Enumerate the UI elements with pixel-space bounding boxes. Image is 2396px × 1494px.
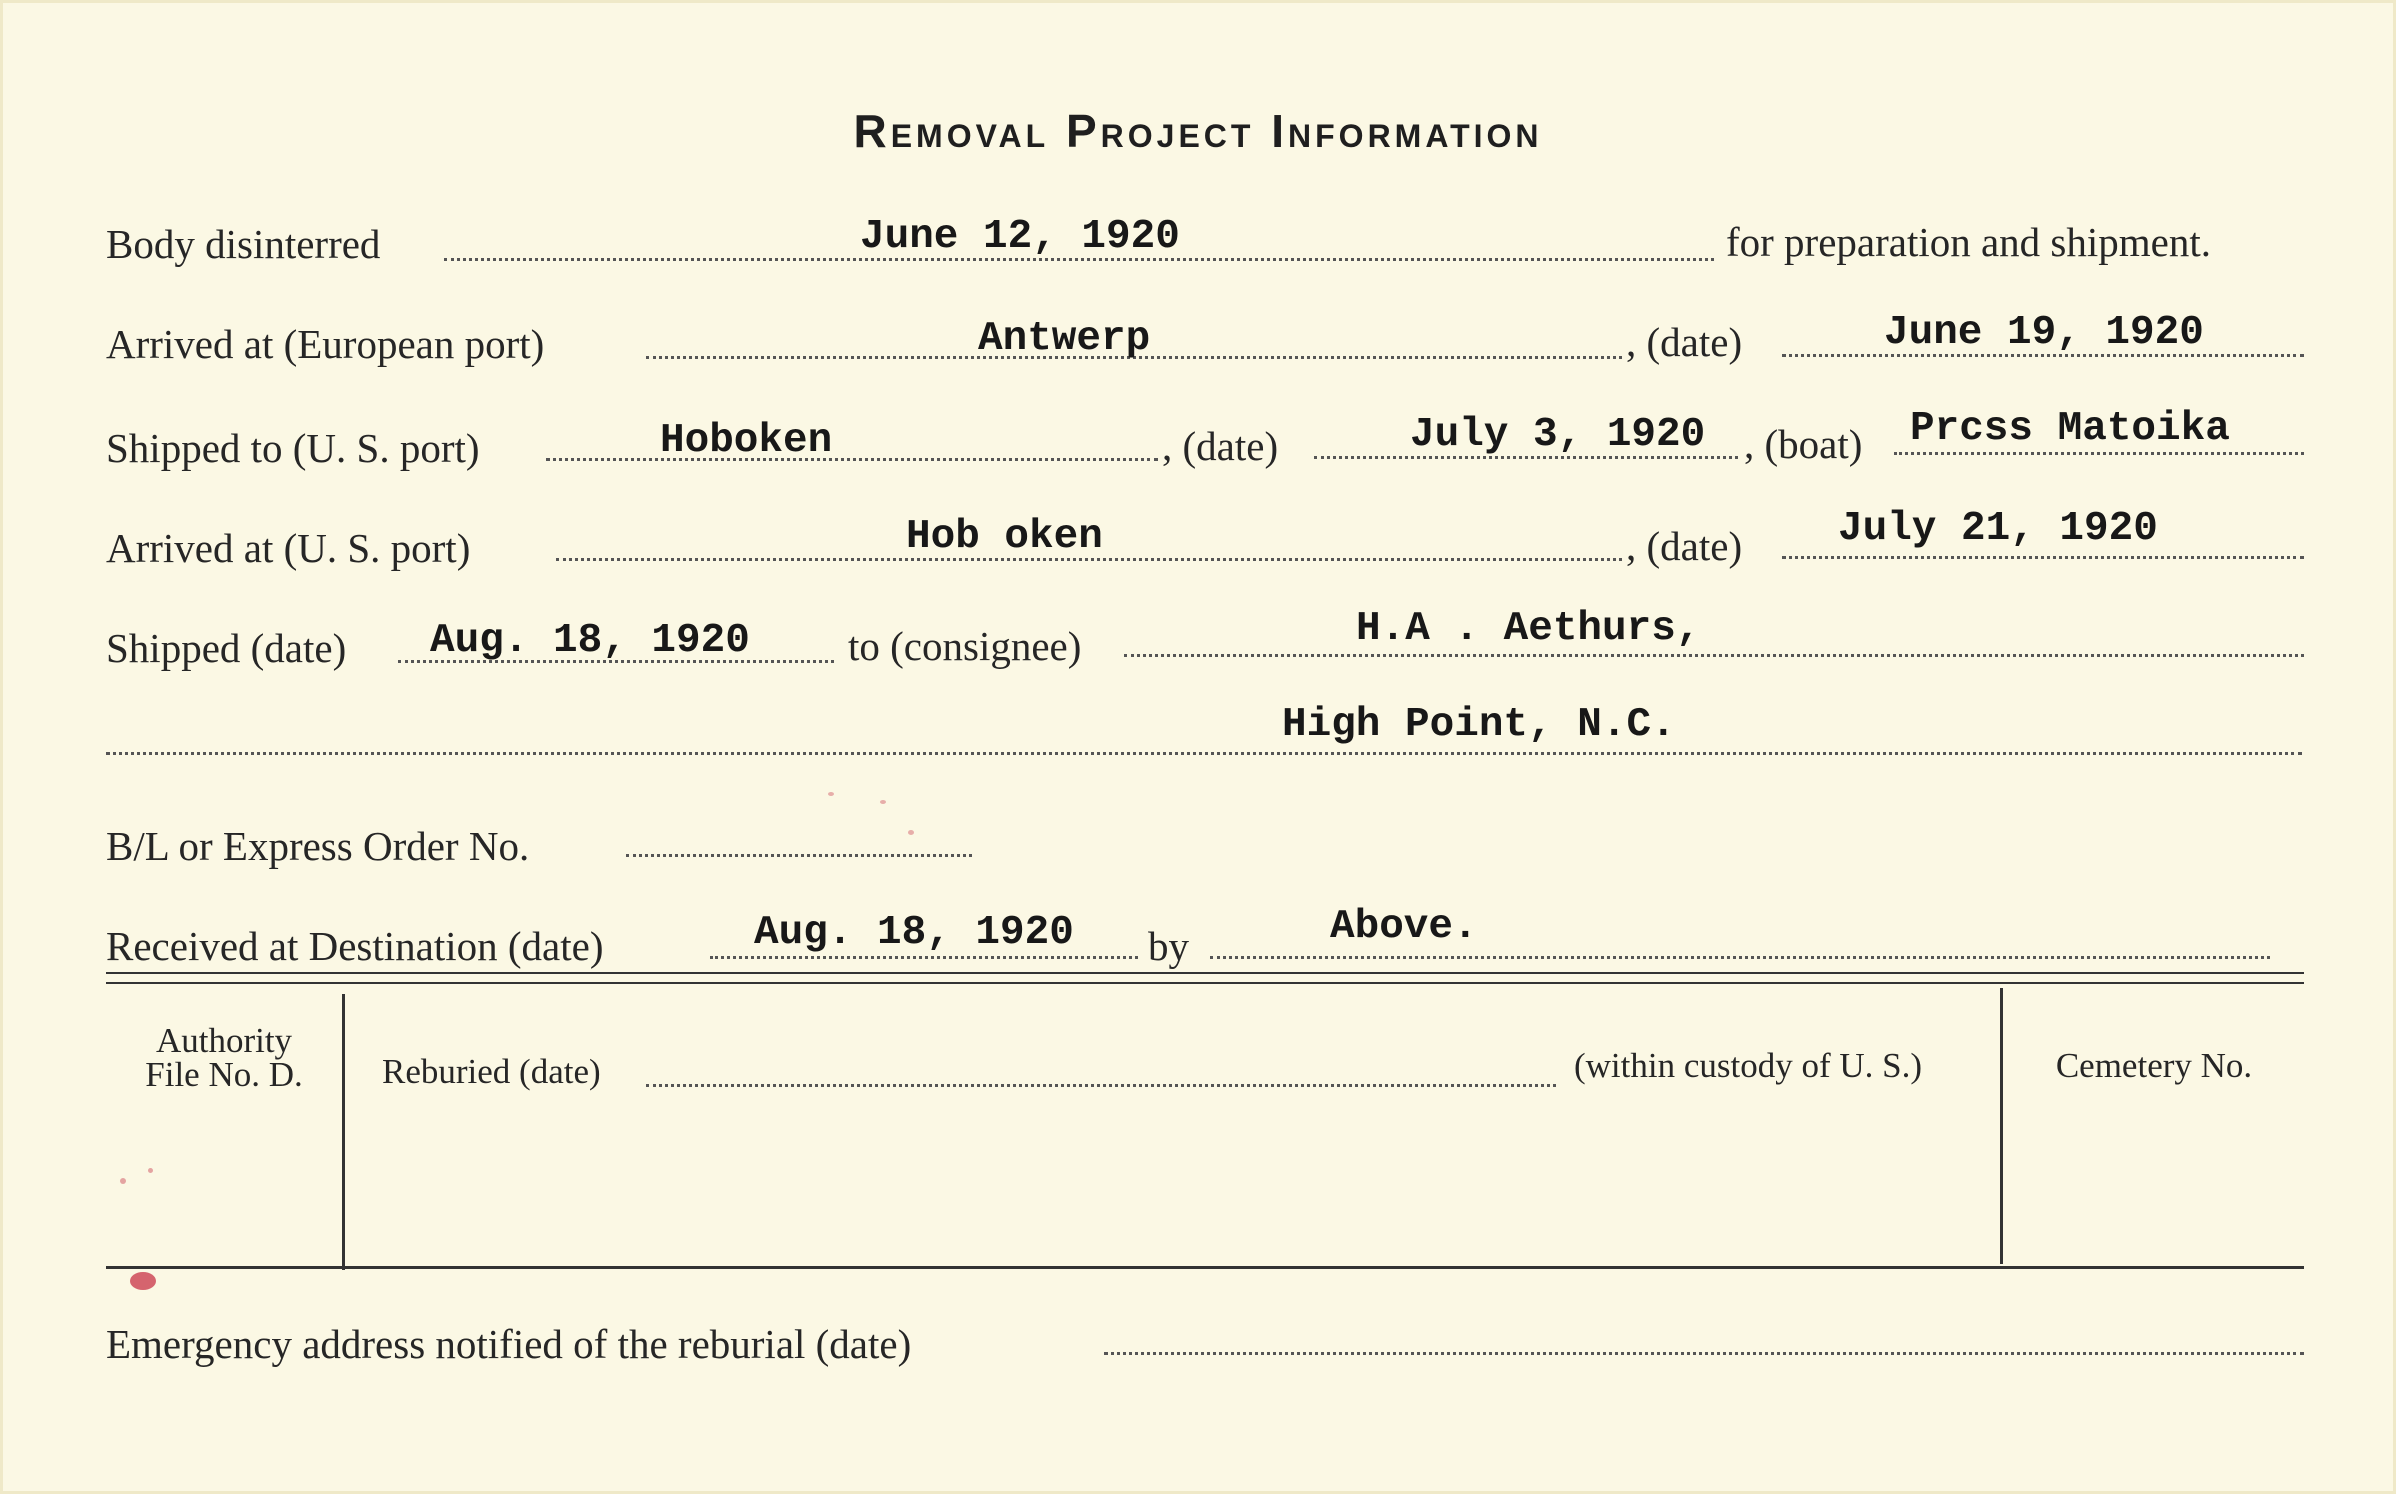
arrived-us-port: Hob oken [906,514,1103,560]
arrived-europe-label: Arrived at (European port) [106,321,545,367]
received-label: Received at Destination (date) [106,923,604,969]
arrived-us-date-label: , (date) [1626,523,1743,569]
shipped-us-boat-line [1894,452,2304,455]
bl-label: B/L or Express Order No. [106,823,530,869]
double-rule-bottom [106,982,2304,984]
ink-speck [828,792,834,796]
arrived-us-date: July 21, 1920 [1838,506,2158,552]
emergency-line [1104,1352,2304,1355]
bl-line [626,854,972,857]
received-by: Above. [1330,904,1478,950]
ink-speck [120,1178,126,1184]
authority-label: Authority File No. D. [145,1021,303,1094]
custody-label: (within custody of U. S.) [1574,1046,1923,1085]
ink-speck [148,1168,153,1173]
arrived-us-label: Arrived at (U. S. port) [106,525,471,571]
shipped-us-port: Hoboken [660,418,833,464]
shipped-us-boat-label: , (boat) [1744,421,1863,467]
box-divider-left [342,994,345,1270]
double-rule-top [106,972,2304,974]
shipped-date: Aug. 18, 1920 [430,618,750,664]
shipped-us-boat: Prcss Matoika [1910,406,2230,452]
consignee-address: High Point, N.C. [1282,702,1676,748]
card-title: Removal Project Information [853,105,1543,157]
consignee-label: to (consignee) [848,623,1082,669]
arrived-us-date-line [1782,556,2304,559]
box-divider-right [2000,988,2003,1264]
ink-speck [908,830,914,835]
emergency-label: Emergency address notified of the reburial (date) [106,1321,912,1367]
arrived-europe-date-label: , (date) [1626,319,1743,365]
consignee-name: H.A . Aethurs, [1356,606,1701,652]
cemetery-label: Cemetery No. [2055,1046,2253,1085]
received-by-line [1210,956,2270,959]
disinterred-label: Body disinterred [106,221,381,267]
arrived-europe-port: Antwerp [978,316,1151,362]
arrived-europe-date: June 19, 1920 [1884,310,2204,356]
disinterred-suffix: for preparation and shipment. [1726,219,2212,265]
received-by-label: by [1148,923,1189,969]
shipped-us-line [546,458,1158,461]
received-date-line [710,956,1138,959]
consignee-line [1124,654,2304,657]
shipped-us-date: July 3, 1920 [1410,412,1706,458]
ink-stain [130,1272,156,1290]
disinterred-date: June 12, 1920 [860,214,1180,260]
received-date: Aug. 18, 1920 [754,910,1074,956]
shipped-us-label: Shipped to (U. S. port) [106,425,480,471]
shipped-label: Shipped (date) [106,625,347,671]
shipped-us-date-label: , (date) [1162,423,1279,469]
ink-speck [880,800,886,804]
reburied-label: Reburied (date) [382,1052,601,1091]
address-line [106,752,2302,755]
box-bottom-rule [106,1266,2304,1269]
reburied-line [646,1084,1556,1087]
